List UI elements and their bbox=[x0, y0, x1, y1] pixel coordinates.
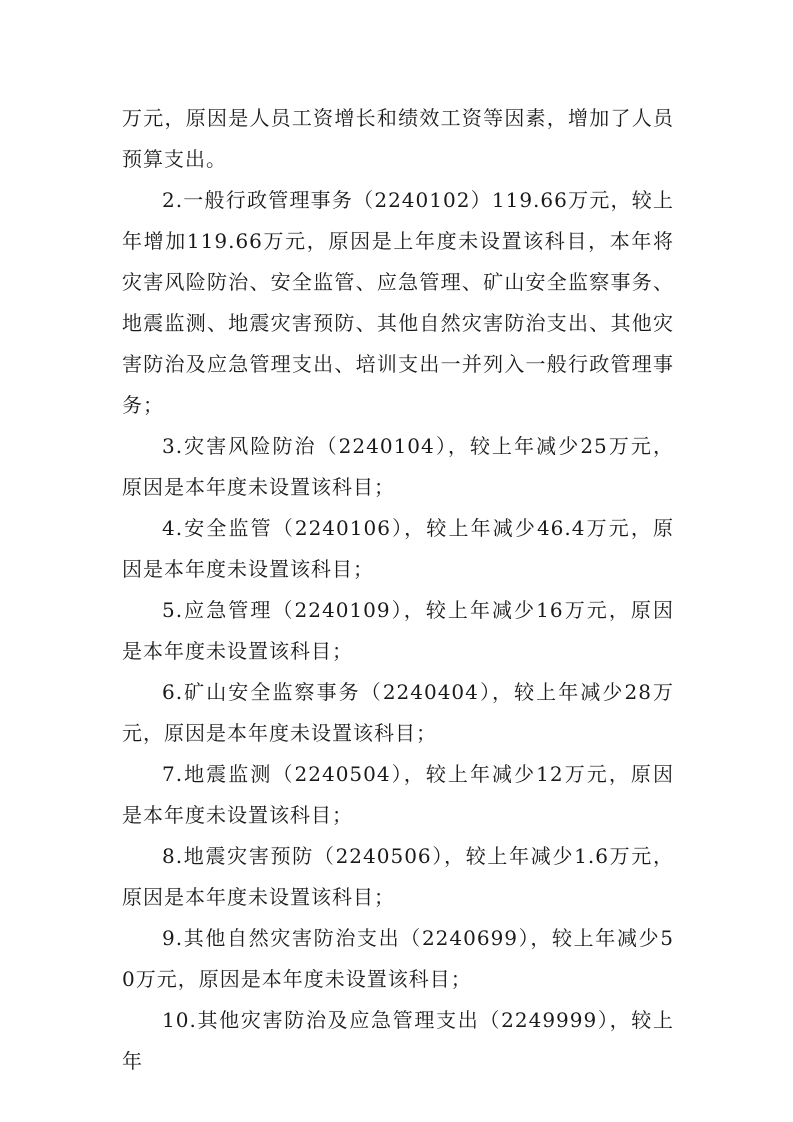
paragraph-item-4: 4.安全监管（2240106），较上年减少46.4万元，原因是本年度未设置该科目； bbox=[122, 516, 674, 581]
document-body bbox=[122, 98, 674, 1082]
paragraph-continuation: 万元，原因是人员工资增长和绩效工资等因素，增加了人员预算支出。 bbox=[122, 106, 674, 171]
paragraph-item-9: 9.其他自然灾害防治支出（2240699），较上年减少50万元，原因是本年度未设置该科目； bbox=[122, 926, 674, 991]
paragraph-item-5: 5.应急管理（2240109），较上年减少16万元，原因是本年度未设置该科目； bbox=[122, 598, 674, 663]
paragraph-item-3: 3.灾害风险防治（2240104），较上年减少25万元，原因是本年度未设置该科目； bbox=[122, 434, 674, 499]
paragraph-item-8: 8.地震灾害预防（2240506），较上年减少1.6万元，原因是本年度未设置该科目； bbox=[122, 844, 674, 909]
paragraph-item-7: 7.地震监测（2240504），较上年减少12万元，原因是本年度未设置该科目； bbox=[122, 762, 674, 827]
paragraph-item-6: 6.矿山安全监察事务（2240404），较上年减少28万元，原因是本年度未设置该科目； bbox=[122, 680, 674, 745]
paragraph-item-10: 10.其他灾害防治及应急管理支出（2249999），较上年 bbox=[122, 1008, 674, 1073]
paragraph-item-2: 2.一般行政管理事务（2240102）119.66万元，较上年增加119.66万元，原因是上年度未设置该科目，本年将灾害风险防治、安全监管、应急管理、矿山安全监察事务、地震监测、地震灾害预防、其他自然灾害防治支出、其他灾害防治及应急管理支出、培训支出一并列入一般行政管理事务； bbox=[122, 188, 674, 417]
